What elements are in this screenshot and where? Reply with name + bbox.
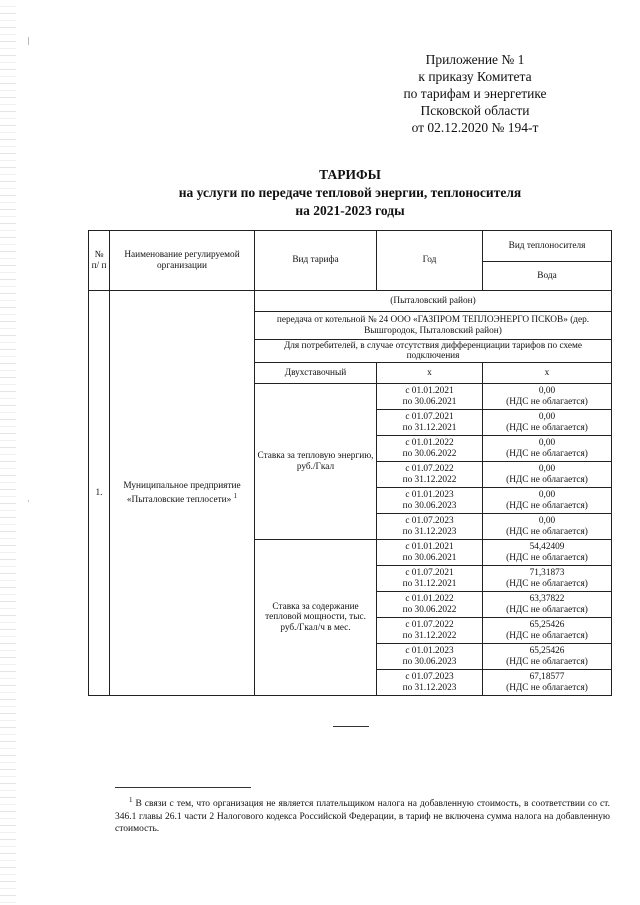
- value-cell: [483, 644, 612, 670]
- period-to: по 30.06.2022: [402, 448, 457, 459]
- value-cell: [483, 540, 612, 566]
- approval-block: [380, 51, 570, 136]
- value-cell: [483, 410, 612, 436]
- period-from: с 01.07.2021: [405, 412, 454, 423]
- period-from: с 01.01.2023: [405, 490, 454, 501]
- period-cell: [377, 592, 483, 618]
- header-water: Вода: [483, 262, 612, 291]
- header-carrier: Вид теплоносителя: [483, 231, 612, 262]
- period-cell: [377, 462, 483, 488]
- period-to: по 31.12.2021: [402, 422, 457, 433]
- period-from: с 01.01.2022: [405, 594, 454, 605]
- row-number: 1.: [89, 291, 110, 696]
- period-cell: [377, 436, 483, 462]
- vat-note: (НДС не облагается): [506, 526, 588, 537]
- vat-note: (НДС не облагается): [506, 552, 588, 563]
- vat-note: (НДС не облагается): [506, 474, 588, 485]
- period-cell: [377, 514, 483, 540]
- period-cell: [377, 384, 483, 410]
- value-cell: [483, 618, 612, 644]
- tariff-value: 0,00: [538, 464, 556, 475]
- period-cell: [377, 670, 483, 696]
- approval-line: Псковской области: [420, 103, 530, 118]
- org-name: Муниципальное предприятие «Пыталовские теплосети»: [123, 480, 241, 506]
- value-cell: [483, 462, 612, 488]
- approval-line: к приказу Комитета: [418, 69, 532, 84]
- period-from: с 01.07.2021: [405, 568, 454, 579]
- vat-note: (НДС не облагается): [506, 682, 588, 693]
- period-from: с 01.01.2023: [405, 646, 454, 657]
- approval-line: Приложение № 1: [425, 52, 525, 67]
- period-to: по 31.12.2023: [402, 682, 457, 693]
- period-from: с 01.01.2021: [405, 386, 454, 397]
- vat-note: (НДС не облагается): [506, 578, 588, 589]
- header-tariff-type: Вид тарифа: [255, 231, 377, 291]
- tariff-value: 0,00: [538, 412, 556, 423]
- period-to: по 30.06.2023: [402, 500, 457, 511]
- vat-note: (НДС не облагается): [506, 448, 588, 459]
- two-part-type: Двухставочный: [255, 363, 377, 384]
- header-no: № п/ п: [89, 231, 110, 291]
- footnote-divider: [115, 787, 251, 788]
- rate-capacity-label: Ставка за содержание тепловой мощности, тыс. руб./Гкал/ч в мес.: [255, 540, 377, 696]
- value-cell: [483, 670, 612, 696]
- period-to: по 31.12.2022: [402, 474, 457, 485]
- vat-note: (НДС не облагается): [506, 500, 588, 511]
- tariff-table: [88, 230, 612, 696]
- period-cell: [377, 618, 483, 644]
- document-title: [90, 166, 610, 220]
- transfer-desc-cell: передача от котельной № 24 ООО «ГАЗПРОМ ТЕПЛОЭНЕРГО ПСКОВ» (дер. Вышгородок, Пыталовский район): [255, 312, 612, 340]
- period-cell: [377, 566, 483, 592]
- approval-line: по тарифам и энергетике: [403, 86, 547, 101]
- vat-note: (НДС не облагается): [506, 604, 588, 615]
- period-from: с 01.07.2023: [405, 672, 454, 683]
- period-from: с 01.01.2022: [405, 438, 454, 449]
- approval-line: от 02.12.2020 № 194-т: [411, 120, 539, 135]
- footnote-ref: 1: [233, 491, 238, 500]
- org-name-cell: [110, 291, 255, 696]
- value-cell: [483, 384, 612, 410]
- tariff-value: 65,25426: [529, 646, 565, 657]
- tariff-value: 67,18577: [529, 672, 565, 683]
- period-cell: [377, 410, 483, 436]
- vat-note: (НДС не облагается): [506, 422, 588, 433]
- footnote-mark: 1: [129, 796, 133, 804]
- title-line: на услуги по передаче тепловой энергии, теплоносителя: [178, 185, 522, 200]
- header-year: Год: [377, 231, 483, 291]
- tariff-value: 63,37822: [529, 594, 565, 605]
- period-to: по 30.06.2022: [402, 604, 457, 615]
- period-to: по 30.06.2021: [402, 552, 457, 563]
- title-line: ТАРИФЫ: [319, 167, 381, 182]
- tariff-value: 54,42409: [529, 542, 565, 553]
- period-to: по 31.12.2023: [402, 526, 457, 537]
- footnote-text: В связи с тем, что организация не является плательщиком налога на добавленную стоимость, в соответствии со ст. 346.1 главы 26.1 части 2 Налогового кодекса Российской Федерации, в тариф не включена сумма налога на добавленную стоимость.: [115, 799, 610, 835]
- vat-note: (НДС не облагается): [506, 656, 588, 667]
- tariff-value: 71,31873: [529, 568, 565, 579]
- two-part-year: х: [377, 363, 483, 384]
- tariff-value: 0,00: [538, 438, 556, 449]
- vat-note: (НДС не облагается): [506, 396, 588, 407]
- scan-edge: [0, 0, 16, 905]
- two-part-value: х: [483, 363, 612, 384]
- tariff-value: 0,00: [538, 516, 556, 527]
- scan-mark: ·: [27, 497, 30, 506]
- value-cell: [483, 514, 612, 540]
- rate-energy-label: Ставка за тепловую энергию, руб./Гкал: [255, 384, 377, 540]
- header-org: Наименование регулируемой организации: [110, 231, 255, 291]
- period-cell: [377, 488, 483, 514]
- period-to: по 30.06.2021: [402, 396, 457, 407]
- period-from: с 01.07.2022: [405, 464, 454, 475]
- period-to: по 31.12.2021: [402, 578, 457, 589]
- tariff-value: 65,25426: [529, 620, 565, 631]
- value-cell: [483, 592, 612, 618]
- period-from: с 01.07.2023: [405, 516, 454, 527]
- tariff-value: 0,00: [538, 490, 556, 501]
- value-cell: [483, 566, 612, 592]
- separator-line: [333, 726, 369, 727]
- period-from: с 01.01.2021: [405, 542, 454, 553]
- region-cell: (Пыталовский район): [255, 291, 612, 312]
- period-to: по 31.12.2022: [402, 630, 457, 641]
- period-from: с 01.07.2022: [405, 620, 454, 631]
- title-line: на 2021-2023 годы: [295, 203, 405, 218]
- tariff-value: 0,00: [538, 386, 556, 397]
- consumers-cell: Для потребителей, в случае отсутствия дифференциации тарифов по схеме подключения: [255, 340, 612, 363]
- value-cell: [483, 436, 612, 462]
- footnote: [115, 794, 610, 836]
- period-cell: [377, 644, 483, 670]
- vat-note: (НДС не облагается): [506, 630, 588, 641]
- period-cell: [377, 540, 483, 566]
- scan-mark: |: [28, 36, 30, 45]
- period-to: по 30.06.2023: [402, 656, 457, 667]
- value-cell: [483, 488, 612, 514]
